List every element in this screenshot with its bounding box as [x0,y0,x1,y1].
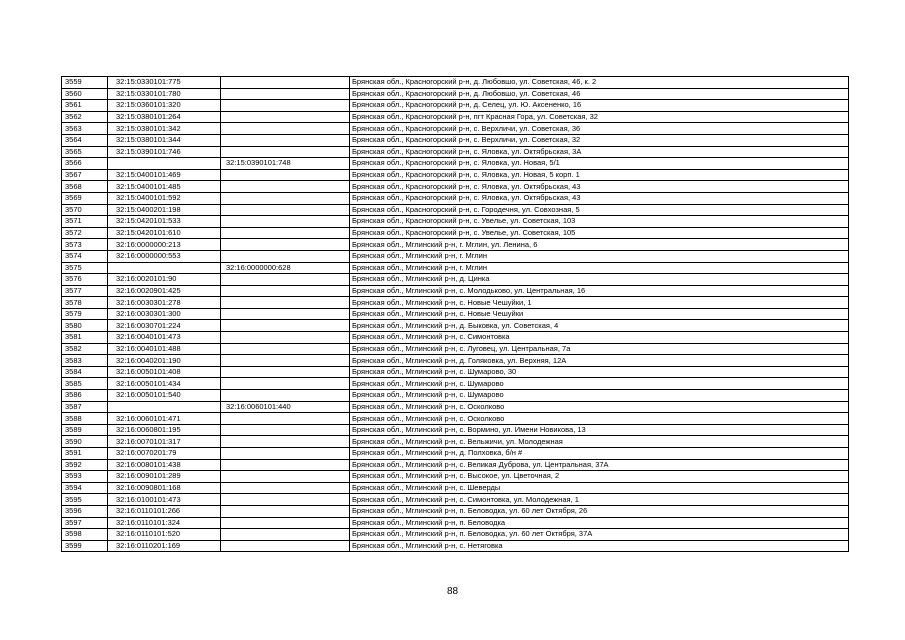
cell-cadastral-number-alt [221,77,350,89]
cell-cadastral-number-alt [221,134,350,146]
cell-cadastral-number-alt [221,471,350,483]
cell-cadastral-number-alt [221,378,350,390]
cell-cadastral-number-alt [221,343,350,355]
cell-address: Брянская обл., Красногорский р-н, с. Яловка, ул. Октябрьская, 43 [350,181,849,193]
cell-cadastral-number-alt [221,111,350,123]
table-row [62,285,849,297]
cell-address: Брянская обл., Мглинский р-н, с. Новые Чешуйки, 1 [350,297,849,309]
cell-cadastral-number: 32:16:0100101:473 [108,494,221,506]
cell-record-number: 3599 [62,540,108,552]
table-row [62,355,849,367]
table-row [62,529,849,541]
cell-record-number: 3563 [62,123,108,135]
table-row [62,343,849,355]
table-row [62,158,849,170]
cell-address: Брянская обл., Мглинский р-н, с. Шумарово, 30 [350,366,849,378]
cell-record-number: 3584 [62,366,108,378]
table-row [62,459,849,471]
cell-address: Брянская обл., Мглинский р-н, п. Беловодка [350,517,849,529]
cell-cadastral-number: 32:16:0030301:300 [108,308,221,320]
cell-address: Брянская обл., Красногорский р-н, с. Яловка, ул. Октябрьская, 43 [350,192,849,204]
cell-cadastral-number: 32:16:0020101:90 [108,274,221,286]
cell-record-number: 3570 [62,204,108,216]
cell-cadastral-number: 32:15:0400101:485 [108,181,221,193]
cell-record-number: 3560 [62,88,108,100]
cell-cadastral-number: 32:16:0060101:471 [108,413,221,425]
cell-cadastral-number-alt [221,459,350,471]
table-row [62,378,849,390]
cell-cadastral-number-alt [221,390,350,402]
cell-cadastral-number-alt [221,239,350,251]
cell-address: Брянская обл., Мглинский р-н, с. Шумарово [350,390,849,402]
cell-address: Брянская обл., Мглинский р-н, с. Симонтовка [350,332,849,344]
cell-address: Брянская обл., Красногорский р-н, д. Селец, ул. Ю. Аксененко, 16 [350,100,849,112]
cell-record-number: 3572 [62,227,108,239]
cell-cadastral-number-alt [221,529,350,541]
cell-address: Брянская обл., Мглинский р-н, с. Шумарово [350,378,849,390]
cell-address: Брянская обл., Мглинский р-н, с. Осколково [350,401,849,413]
cell-cadastral-number-alt [221,448,350,460]
cell-cadastral-number-alt [221,169,350,181]
table-row [62,505,849,517]
cell-cadastral-number: 32:15:0390101:746 [108,146,221,158]
table-row [62,123,849,135]
cell-cadastral-number-alt [221,100,350,112]
cell-cadastral-number-alt [221,482,350,494]
cell-address: Брянская обл., Мглинский р-н, с. Луговец, ул. Центральная, 7а [350,343,849,355]
cell-cadastral-number: 32:16:0070101:317 [108,436,221,448]
cell-record-number: 3571 [62,216,108,228]
cell-cadastral-number-alt [221,216,350,228]
cell-record-number: 3587 [62,401,108,413]
cell-address: Брянская обл., Мглинский р-н, п. Беловодка, ул. 60 лет Октября, 37А [350,529,849,541]
table-row [62,111,849,123]
cell-address: Брянская обл., Мглинский р-н, с. Симонтовка, ул. Молодежная, 1 [350,494,849,506]
table-row [62,448,849,460]
table-row [62,332,849,344]
cell-cadastral-number-alt [221,505,350,517]
cell-cadastral-number-alt: 32:16:0000000:628 [221,262,350,274]
cell-address: Брянская обл., Мглинский р-н, п. Беловодка, ул. 60 лет Октября, 26 [350,505,849,517]
cell-record-number: 3582 [62,343,108,355]
cell-record-number: 3564 [62,134,108,146]
cell-record-number: 3595 [62,494,108,506]
cell-cadastral-number: 32:16:0110101:266 [108,505,221,517]
cell-cadastral-number-alt [221,355,350,367]
table-row [62,401,849,413]
page-number: 88 [446,586,459,597]
cell-address: Брянская обл., Красногорский р-н, д. Любовшо, ул. Советская, 46, к. 2 [350,77,849,89]
cell-address: Брянская обл., Красногорский р-н, с. Верхличи, ул. Советская, 32 [350,134,849,146]
cell-record-number: 3561 [62,100,108,112]
cell-address: Брянская обл., Красногорский р-н, с. Яловка, ул. Новая, 5 корп. 1 [350,169,849,181]
cell-cadastral-number: 32:16:0040101:488 [108,343,221,355]
cell-cadastral-number-alt [221,123,350,135]
cell-address: Брянская обл., Мглинский р-н, д. Полховка, б/н # [350,448,849,460]
cell-cadastral-number-alt [221,424,350,436]
cell-record-number: 3559 [62,77,108,89]
cell-record-number: 3598 [62,529,108,541]
cell-cadastral-number: 32:16:0050101:540 [108,390,221,402]
table-row [62,181,849,193]
cell-address: Брянская обл., Мглинский р-н, д. Цинка [350,274,849,286]
cell-cadastral-number-alt [221,366,350,378]
cell-cadastral-number: 32:16:0030701:224 [108,320,221,332]
table-row [62,146,849,158]
cell-cadastral-number-alt: 32:16:0060101:440 [221,401,350,413]
cell-record-number: 3573 [62,239,108,251]
cell-cadastral-number: 32:16:0020901:425 [108,285,221,297]
cell-cadastral-number: 32:15:0330101:780 [108,88,221,100]
cell-record-number: 3588 [62,413,108,425]
cell-address: Брянская обл., Мглинский р-н, с. Осколково [350,413,849,425]
cell-cadastral-number-alt [221,181,350,193]
cell-cadastral-number [108,262,221,274]
cell-address: Брянская обл., Мглинский р-н, с. Нетяговка [350,540,849,552]
records-table [61,76,849,552]
cell-record-number: 3569 [62,192,108,204]
cell-cadastral-number-alt [221,88,350,100]
cell-record-number: 3585 [62,378,108,390]
cell-address: Брянская обл., Мглинский р-н, с. Великая Дуброва, ул. Центральная, 37А [350,459,849,471]
cell-record-number: 3578 [62,297,108,309]
cell-record-number: 3567 [62,169,108,181]
cell-address: Брянская обл., Красногорский р-н, с. Городечня, ул. Совхозная, 5 [350,204,849,216]
table-row [62,204,849,216]
cell-address: Брянская обл., Мглинский р-н, д. Голяковка, ул. Верхняя, 12А [350,355,849,367]
cell-cadastral-number: 32:15:0380101:342 [108,123,221,135]
table-row [62,297,849,309]
cell-cadastral-number: 32:15:0400201:198 [108,204,221,216]
cell-cadastral-number-alt [221,320,350,332]
table-row [62,482,849,494]
cell-record-number: 3597 [62,517,108,529]
cell-cadastral-number-alt [221,540,350,552]
table-row [62,77,849,89]
table-row [62,436,849,448]
cell-record-number: 3594 [62,482,108,494]
cell-cadastral-number-alt [221,308,350,320]
table-row [62,517,849,529]
table-row [62,320,849,332]
cell-record-number: 3566 [62,158,108,170]
cell-address: Брянская обл., Мглинский р-н, г. Мглин [350,262,849,274]
cell-cadastral-number-alt [221,285,350,297]
cell-cadastral-number-alt [221,436,350,448]
cell-cadastral-number-alt: 32:15:0390101:748 [221,158,350,170]
cell-record-number: 3589 [62,424,108,436]
table-row [62,88,849,100]
table-row [62,471,849,483]
cell-address: Брянская обл., Красногорский р-н, с. Яловка, ул. Новая, 5/1 [350,158,849,170]
cell-address: Брянская обл., Красногорский р-н, с. Яловка, ул. Октябрьская, 3А [350,146,849,158]
cell-address: Брянская обл., Красногорский р-н, д. Любовшо, ул. Советская, 46 [350,88,849,100]
cell-address: Брянская обл., Мглинский р-н, д. Быковка, ул. Советская, 4 [350,320,849,332]
cell-cadastral-number: 32:16:0080101:438 [108,459,221,471]
cell-record-number: 3590 [62,436,108,448]
cell-cadastral-number: 32:16:0110201:169 [108,540,221,552]
cell-cadastral-number: 32:15:0400101:469 [108,169,221,181]
cell-record-number: 3579 [62,308,108,320]
cell-cadastral-number: 32:16:0110101:520 [108,529,221,541]
cell-cadastral-number-alt [221,274,350,286]
cell-address: Брянская обл., Мглинский р-н, с. Шеверды [350,482,849,494]
cell-cadastral-number: 32:16:0040101:473 [108,332,221,344]
table-row [62,494,849,506]
cell-record-number: 3591 [62,448,108,460]
cell-address: Брянская обл., Красногорский р-н, пгт Красная Гора, ул. Советская, 32 [350,111,849,123]
table-row [62,424,849,436]
cell-record-number: 3581 [62,332,108,344]
cell-address: Брянская обл., Красногорский р-н, с. Увелье, ул. Советская, 105 [350,227,849,239]
cell-cadastral-number-alt [221,146,350,158]
cell-cadastral-number [108,401,221,413]
cell-cadastral-number: 32:15:0420101:533 [108,216,221,228]
cell-record-number: 3593 [62,471,108,483]
table-row [62,239,849,251]
table-row [62,308,849,320]
cell-record-number: 3586 [62,390,108,402]
cell-cadastral-number: 32:16:0110101:324 [108,517,221,529]
cell-record-number: 3576 [62,274,108,286]
cell-address: Брянская обл., Мглинский р-н, г. Мглин [350,250,849,262]
cell-cadastral-number: 32:15:0420101:610 [108,227,221,239]
cell-cadastral-number: 32:16:0030301:278 [108,297,221,309]
cell-cadastral-number-alt [221,494,350,506]
cell-cadastral-number: 32:16:0000000:553 [108,250,221,262]
cell-address: Брянская обл., Красногорский р-н, с. Увелье, ул. Советская, 103 [350,216,849,228]
cell-cadastral-number: 32:16:0050101:434 [108,378,221,390]
records-table-body [62,77,849,552]
cell-record-number: 3580 [62,320,108,332]
table-row [62,192,849,204]
cell-address: Брянская обл., Мглинский р-н, с. Высокое, ул. Цветочная, 2 [350,471,849,483]
cell-cadastral-number-alt [221,204,350,216]
cell-record-number: 3596 [62,505,108,517]
cell-cadastral-number: 32:15:0330101:775 [108,77,221,89]
cell-cadastral-number: 32:16:0090801:168 [108,482,221,494]
cell-record-number: 3562 [62,111,108,123]
table-row [62,227,849,239]
cell-address: Брянская обл., Мглинский р-н, с. Новые Чешуйки [350,308,849,320]
cell-cadastral-number: 32:15:0360101:320 [108,100,221,112]
table-row [62,413,849,425]
table-row [62,274,849,286]
cell-cadastral-number: 32:16:0050101:408 [108,366,221,378]
cell-address: Брянская обл., Мглинский р-н, с. Вормино, ул. Имени Новикова, 13 [350,424,849,436]
table-row [62,262,849,274]
cell-record-number: 3568 [62,181,108,193]
cell-cadastral-number-alt [221,192,350,204]
cell-cadastral-number: 32:15:0400101:592 [108,192,221,204]
cell-record-number: 3592 [62,459,108,471]
cell-cadastral-number [108,158,221,170]
cell-record-number: 3565 [62,146,108,158]
cell-cadastral-number-alt [221,250,350,262]
cell-cadastral-number: 32:16:0070201:79 [108,448,221,460]
cell-address: Брянская обл., Красногорский р-н, с. Верхличи, ул. Советская, 36 [350,123,849,135]
cell-cadastral-number: 32:16:0060801:195 [108,424,221,436]
cell-record-number: 3583 [62,355,108,367]
table-row [62,390,849,402]
cell-cadastral-number: 32:15:0380101:264 [108,111,221,123]
table-row [62,169,849,181]
table-row [62,250,849,262]
table-row [62,216,849,228]
cell-cadastral-number-alt [221,332,350,344]
cell-cadastral-number-alt [221,297,350,309]
cell-cadastral-number: 32:16:0090101:289 [108,471,221,483]
cell-address: Брянская обл., Мглинский р-н, г. Мглин, ул. Ленина, 6 [350,239,849,251]
cell-address: Брянская обл., Мглинский р-н, с. Вельжичи, ул. Молодежная [350,436,849,448]
cell-record-number: 3575 [62,262,108,274]
table-row [62,540,849,552]
cell-cadastral-number-alt [221,227,350,239]
table-row [62,134,849,146]
table-row [62,100,849,112]
cell-cadastral-number: 32:16:0040201:190 [108,355,221,367]
cell-cadastral-number-alt [221,517,350,529]
cell-record-number: 3577 [62,285,108,297]
cell-record-number: 3574 [62,250,108,262]
cell-cadastral-number: 32:15:0380101:344 [108,134,221,146]
cell-cadastral-number: 32:16:0000000:213 [108,239,221,251]
cell-address: Брянская обл., Мглинский р-н, с. Молодьково, ул. Центральная, 16 [350,285,849,297]
table-row [62,366,849,378]
cell-cadastral-number-alt [221,413,350,425]
